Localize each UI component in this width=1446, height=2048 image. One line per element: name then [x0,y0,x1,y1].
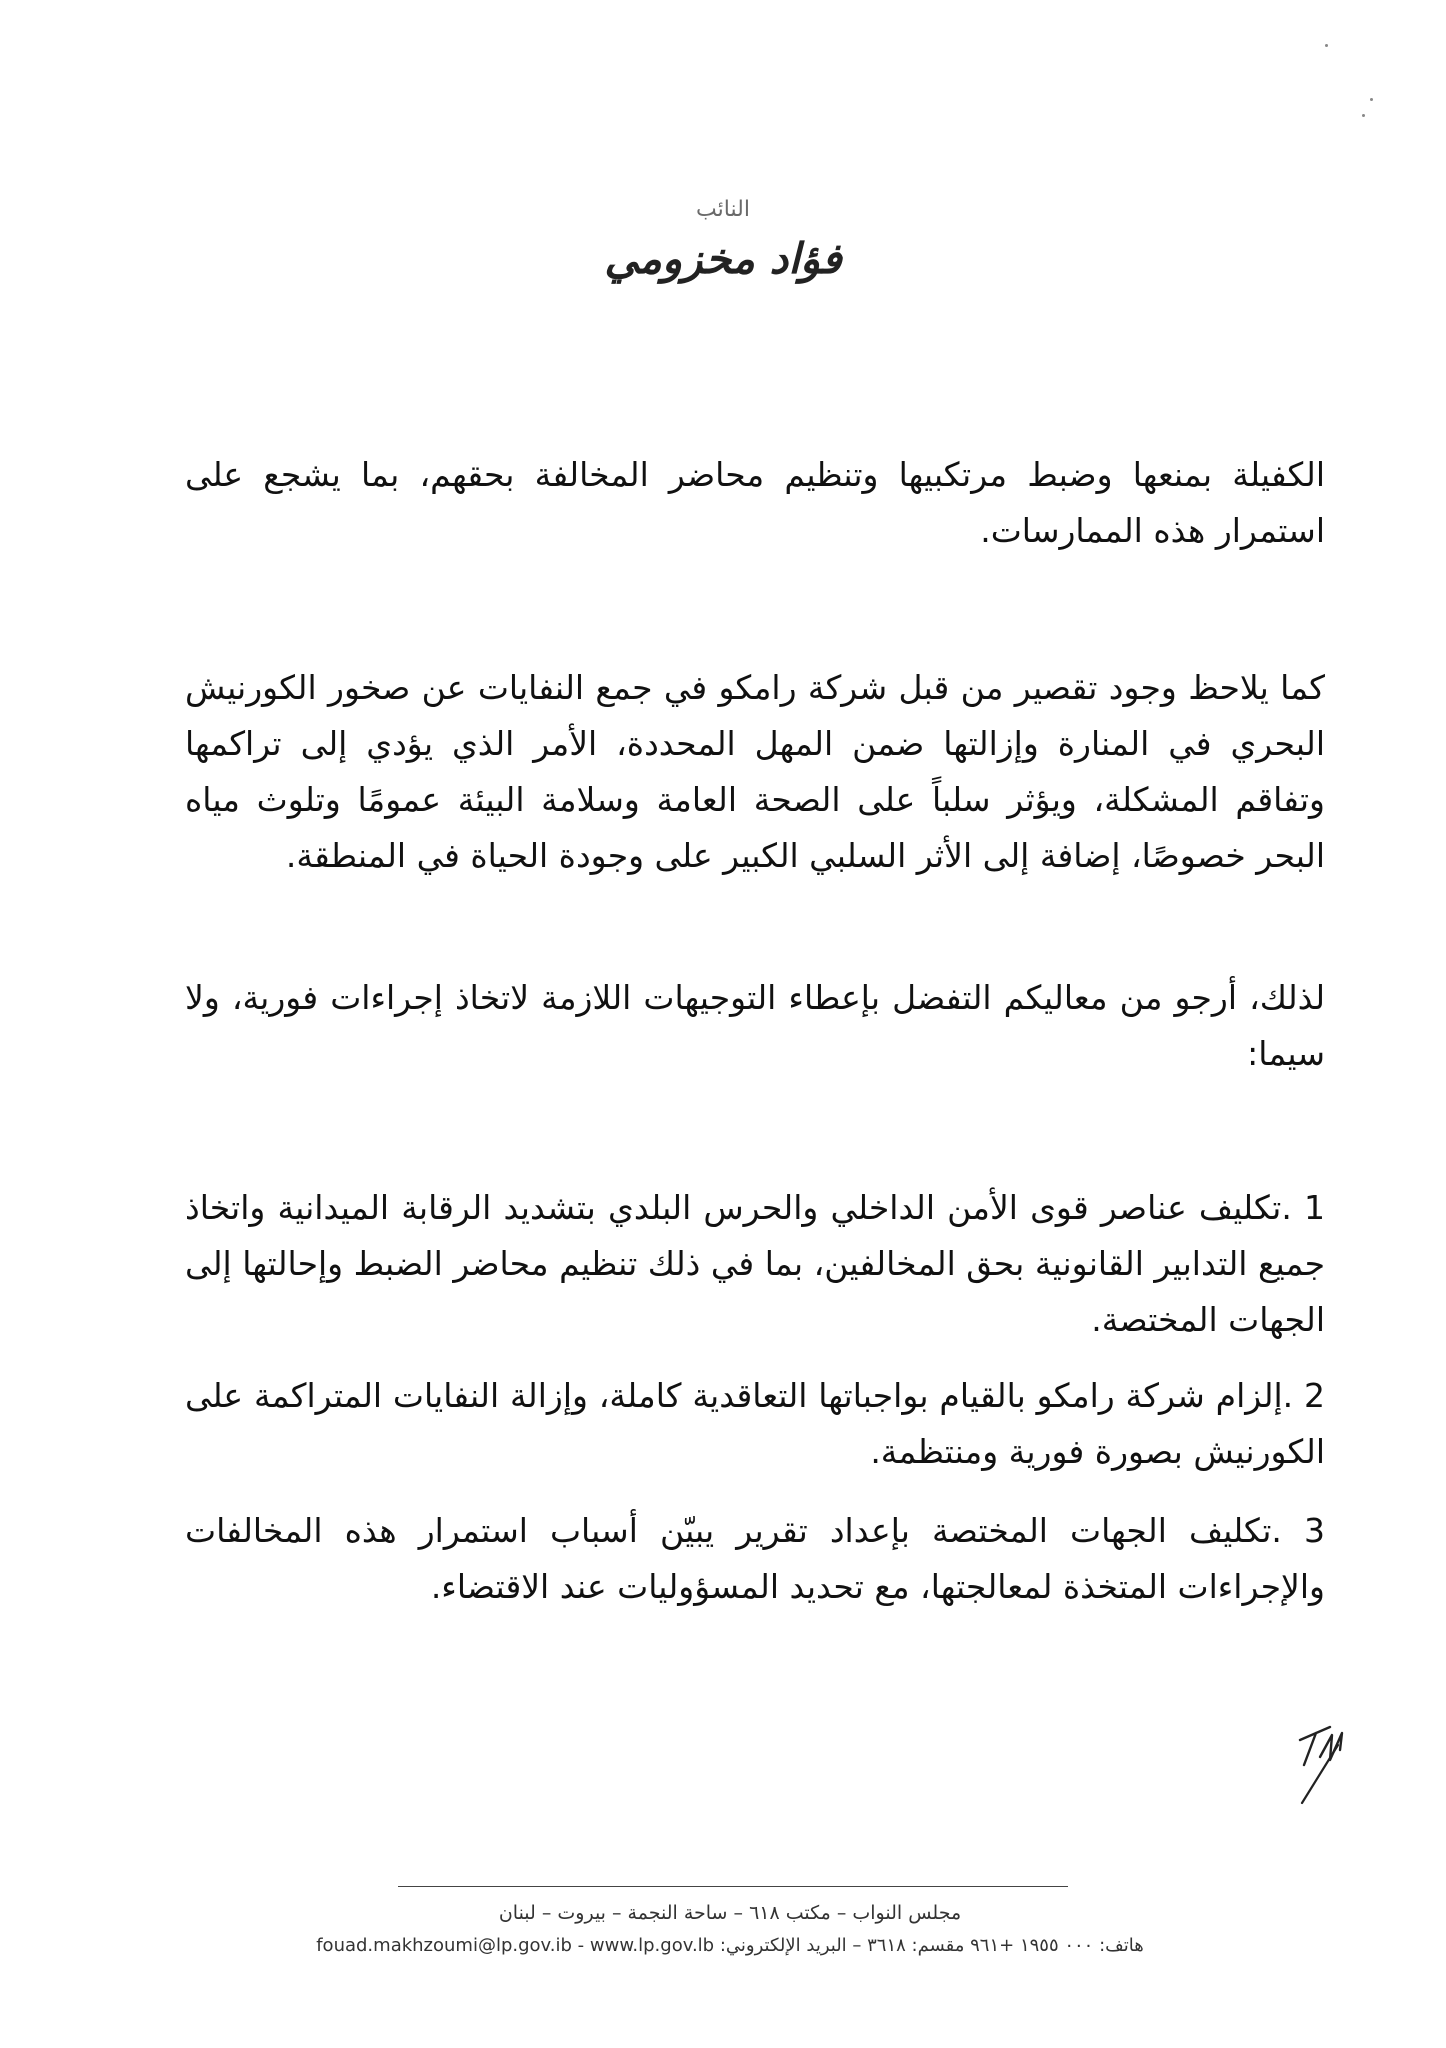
scan-speck [1370,98,1373,101]
footer-contact: هاتف: ٠٠٠ ١٩٥٥ +٩٦١ مقسم: ٣٦١٨ – البريد الإلكتروني: fouad.makhzoumi@lp.gov.ib - www.lp.gov.lb [316,1935,1144,1956]
letterhead [523,195,923,289]
scan-speck [1362,114,1365,117]
footer-address: مجلس النواب – مكتب ٦١٨ – ساحة النجمة – بيروت – لبنان [498,1902,962,1924]
scan-speck [1325,44,1328,47]
paragraph-continuation: الكفيلة بمنعها وضبط مرتكبيها وتنظيم محاضر المخالفة بحقهم، بما يشجع على استمرار هذه الممارسات. [185,455,1325,550]
list-item-3: 3 .تكليف الجهات المختصة بإعداد تقرير يبيّن أسباب استمرار هذه المخالفات والإجراءات المتخذة لمعالجتها، مع تحديد المسؤوليات عند الاقتضاء. [185,1511,1325,1606]
signature-initials [1290,1705,1360,1805]
letterhead-title: النائب [696,197,750,222]
paragraph-request: لذلك، أرجو من معاليكم التفضل بإعطاء التوجيهات اللازمة لاتخاذ إجراءات فورية، ولا سيما: [185,978,1325,1073]
footer-divider [398,1886,1068,1887]
letterhead-name: فؤاد مخزومي [604,234,842,283]
list-item-2: 2 .إلزام شركة رامكو بالقيام بواجباتها التعاقدية كاملة، وإزالة النفايات المتراكمة على الكورنيش بصورة فورية ومنتظمة. [185,1376,1325,1471]
paragraph-ramco-negligence: كما يلاحظ وجود تقصير من قبل شركة رامكو في جمع النفايات عن صخور الكورنيش البحري في المنارة وإزالتها ضمن المهل المحددة، الأمر الذي يؤدي إلى تراكمها وتفاقم المشكلة، ويؤثر سلباً على الصحة العامة وسلامة البيئة عمومًا وتلوث مياه البحر خصوصًا، إضافة إلى الأثر السلبي الكبير على وجودة الحياة في المنطقة. [185,668,1325,875]
list-item-1: 1 .تكليف عناصر قوى الأمن الداخلي والحرس البلدي بتشديد الرقابة الميدانية واتخاذ جميع التدابير القانونية بحق المخالفين، بما في ذلك تنظيم محاضر الضبط وإحالتها إلى الجهات المختصة. [185,1188,1325,1339]
